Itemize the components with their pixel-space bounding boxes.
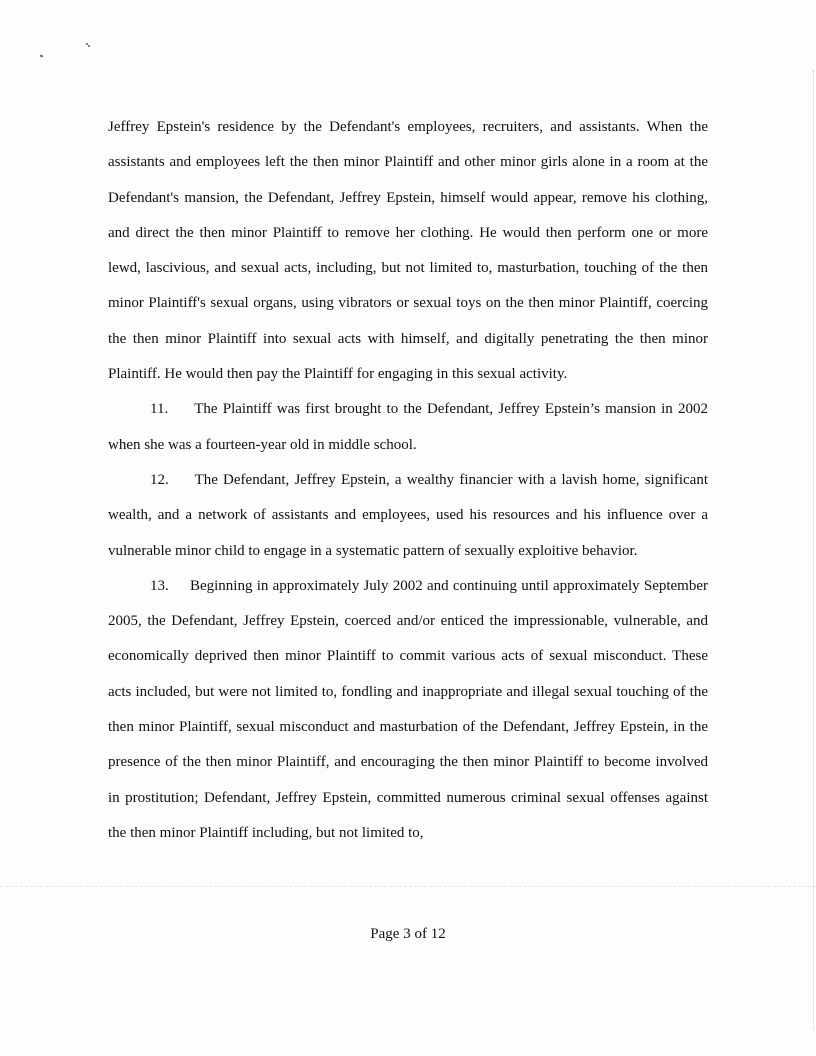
body-text (108, 110, 708, 851)
page-number: Page 3 of 12 (370, 926, 446, 942)
paragraph-11 (108, 392, 708, 463)
paragraph-text: The Defendant, Jeffrey Epstein, a wealthy financier with a lavish home, significant wealth, and a network of assistants and employees, used his resources and his influence over a vulnerable minor child to engage in a systematic pattern of sexually exploitive behavior. (108, 471, 709, 559)
paragraph-text: The Plaintiff was first brought to the Defendant, Jeffrey Epstein’s mansion in 2002 when she was a fourteen-year old in middle school. (108, 401, 709, 453)
scan-artifact (40, 54, 44, 57)
scan-artifact (88, 45, 90, 47)
paragraph-13 (108, 569, 708, 851)
paragraph-number: 13. (150, 577, 169, 594)
paragraph-number: 11. (150, 401, 169, 418)
paragraph-number: 12. (150, 471, 169, 488)
paragraph-12 (108, 463, 708, 569)
scan-fold-line (0, 886, 816, 887)
paragraph-text: Beginning in approximately July 2002 and continuing until approximately September 2005, the Defendant, Jeffrey Epstein, coerced and/or enticed the impressionable, vulnerable, and economically deprived then minor Plaintiff to commit various acts of sexual misconduct. These acts included, but were not limited to, fondling and inappropriate and illegal sexual touching of the then minor Plaintiff, sexual misconduct and masturbation of the Defendant, Jeffrey Epstein, in the presence of the then minor Plaintiff, and encouraging the then minor Plaintiff to become involved in prostitution; Defendant, Jeffrey Epstein, committed numerous criminal sexual offenses against the then minor Plaintiff including, but not limited to, (108, 577, 709, 841)
paragraph-continued (108, 110, 708, 392)
paragraph-text: Jeffrey Epstein's residence by the Defendant's employees, recruiters, and assistants. When the assistants and employees left the then minor Plaintiff and other minor girls alone in a room at the Defendant's mansion, the Defendant, Jeffrey Epstein, himself would appear, remove his clothing, and direct the then minor Plaintiff to remove her clothing. He would then perform one or more lewd, lascivious, and sexual acts, including, but not limited to, masturbation, touching of the then minor Plaintiff's sexual organs, using vibrators or sexual toys on the then minor Plaintiff, coercing the then minor Plaintiff into sexual acts with himself, and digitally penetrating the then minor Plaintiff. He would then pay the Plaintiff for engaging in this sexual activity. (108, 119, 708, 383)
